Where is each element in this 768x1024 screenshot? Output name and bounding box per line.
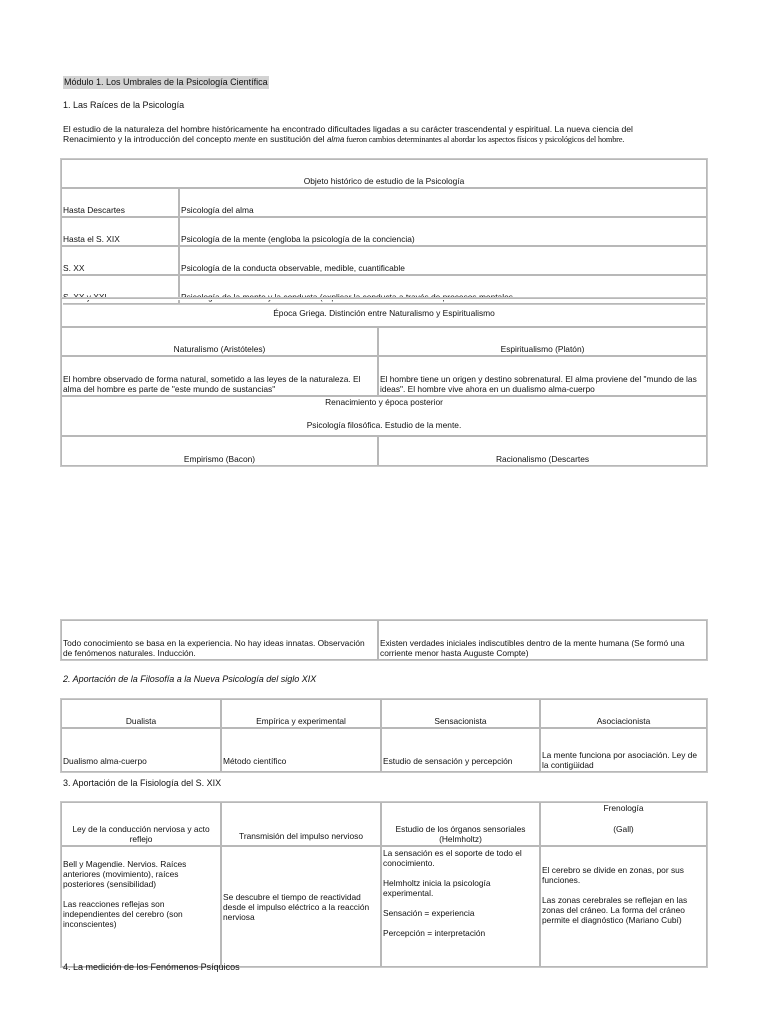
renacimiento-subtitle: Psicología filosófica. Estudio de la mente. — [306, 420, 462, 430]
dualista-header: Dualista — [61, 699, 221, 728]
sensacionista-cell: Estudio de sensación y percepción — [381, 728, 540, 772]
organos-cell — [381, 846, 540, 967]
empirismo-header: Empirismo (Bacon) — [61, 436, 378, 466]
empirismo-racionalismo-table — [61, 620, 707, 660]
transmision-cell: Se descubre el tiempo de reactividad desde el impulso eléctrico a la reacción nerviosa — [221, 846, 381, 967]
espiritualismo-text: El hombre tiene un origen y destino sobrenatural. El alma proviene del "mundo de las ideas". El hombre vive ahora en un dualismo alma-cuerpo — [378, 356, 707, 396]
document-title: Módulo 1. Los Umbrales de la Psicología Científica — [64, 77, 268, 87]
conduccion-text-a: Bell y Magendie. Nervios. Raíces anteriores (movimiento), raíces posteriores (sensibilidad) — [63, 859, 187, 889]
frenologia-text-b: Las zonas cerebrales se reflejan en las zonas del cráneo. La forma del cráneo permite el diagnóstico (Mariano Cubí) — [542, 895, 688, 925]
physiology-contributions-table — [61, 802, 707, 967]
period-cell: Hasta Descartes — [61, 188, 179, 217]
period-cell: S. XX — [61, 246, 179, 275]
section-1-heading: 1. Las Raíces de la Psicología — [63, 100, 185, 110]
historical-object-table — [61, 159, 707, 304]
renacimiento-cell — [61, 396, 707, 436]
philosophy-contributions-table — [61, 699, 707, 772]
organos-text-b: Helmholtz inicia la psicología experimental. — [383, 878, 491, 898]
empirica-cell: Método científico — [221, 728, 381, 772]
organos-text-a: La sensación es el soporte de todo el conocimiento. — [383, 848, 522, 868]
racionalismo-text: Existen verdades iniciales indiscutibles dentro de la mente humana (Se formó una corriente menor hasta Auguste Compte) — [378, 620, 707, 660]
table-header: Época Griega. Distinción entre Naturalismo y Espiritualismo — [61, 298, 707, 327]
section-2-heading: 2. Aportación de la Filosofía a la Nueva Psicología del siglo XIX — [63, 674, 317, 684]
conduccion-cell — [61, 846, 221, 967]
object-cell: Psicología de la mente y la conducta (explicar la conducta a través de procesos mentales — [179, 275, 707, 304]
object-cell: Psicología del alma — [179, 188, 707, 217]
asociacionista-cell: La mente funciona por asociación. Ley de la contigüidad — [540, 728, 707, 772]
intro-line-2b: en sustitución del — [255, 134, 327, 144]
renacimiento-title: Renacimiento y época posterior — [325, 397, 443, 407]
racionalismo-header: Racionalismo (Descartes — [378, 436, 707, 466]
organos-text-d: Percepción = interpretación — [383, 928, 486, 938]
conduccion-text-b: Las reacciones reflejas son independientes del cerebro (son inconscientes) — [63, 899, 183, 929]
empirismo-text: Todo conocimiento se basa en la experiencia. No hay ideas innatas. Observación de fenómenos naturales. Inducción. — [61, 620, 378, 660]
object-cell: Psicología de la conducta observable, medible, cuantificable — [179, 246, 707, 275]
organos-header: Estudio de los órganos sensoriales (Helmholtz) — [381, 802, 540, 846]
period-cell: S. XX y XXI — [61, 275, 179, 304]
period-cell: Hasta el S. XIX — [61, 217, 179, 246]
intro-line-2: Renacimiento y la introducción del concepto — [63, 134, 234, 144]
organos-text-c: Sensación = experiencia — [383, 908, 475, 918]
espiritualismo-header: Espiritualismo (Platón) — [378, 327, 707, 356]
object-cell: Psicología de la mente (engloba la psicología de la conciencia) — [179, 217, 707, 246]
section-4-heading: 4. La medición de los Fenómenos Psíquicos — [63, 962, 240, 972]
frenologia-text-a: El cerebro se divide en zonas, por sus funciones. — [542, 865, 684, 885]
table-row — [61, 188, 707, 217]
intro-line-2c: fueron cambios determinantes al abordar los aspectos físicos y psicológicos del hombre. — [344, 135, 625, 144]
term-mente: mente — [233, 135, 256, 144]
section-3-heading: 3. Aportación de la Fisiología del S. XIX — [63, 778, 222, 788]
transmision-header: Transmisión del impulso nervioso — [221, 802, 381, 846]
intro-paragraph — [63, 124, 723, 145]
table-header: Objeto histórico de estudio de la Psicología — [61, 159, 707, 188]
naturalismo-header: Naturalismo (Aristóteles) — [61, 327, 378, 356]
empirica-header: Empírica y experimental — [221, 699, 381, 728]
term-alma: alma — [326, 135, 345, 144]
frenologia-author: (Gall) — [613, 824, 634, 834]
frenologia-header — [540, 802, 707, 846]
table-row — [61, 217, 707, 246]
dualista-cell: Dualismo alma-cuerpo — [61, 728, 221, 772]
frenologia-cell — [540, 846, 707, 967]
frenologia-title: Frenología — [603, 803, 644, 813]
asociacionista-header: Asociacionista — [540, 699, 707, 728]
conduccion-header: Ley de la conducción nerviosa y acto reflejo — [61, 802, 221, 846]
sensacionista-header: Sensacionista — [381, 699, 540, 728]
naturalismo-text: El hombre observado de forma natural, sometido a las leyes de la naturaleza. El alma del hombre es parte de "este mundo de sustancias" — [61, 356, 378, 396]
intro-line-1: El estudio de la naturaleza del hombre históricamente ha encontrado dificultades ligadas a su carácter trascendental y espiritual. La nueva ciencia del — [63, 124, 633, 134]
table-row — [61, 246, 707, 275]
greek-era-table — [61, 298, 707, 466]
